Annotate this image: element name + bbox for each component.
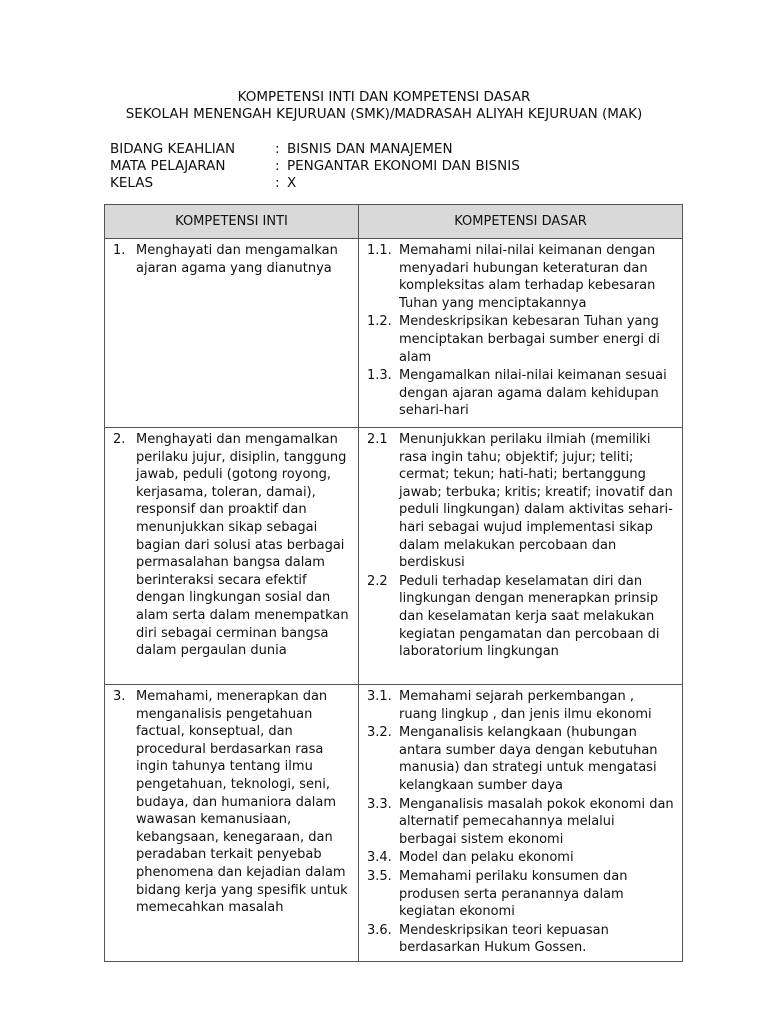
kd-number: 3.3. (367, 796, 392, 812)
kd-item (367, 724, 676, 794)
kd-number: 1.1. (367, 243, 392, 258)
meta-key: MATA PELAJARAN (110, 158, 226, 174)
meta-colon: : (275, 158, 280, 174)
competency-table (104, 204, 683, 962)
kd-number: 3.6. (367, 922, 392, 938)
kd-cell (359, 428, 683, 685)
ki-cell (105, 239, 359, 428)
ki-number: 2. (113, 432, 126, 447)
kd-text: Memahami perilaku konsumen dan produsen serta peranannya dalam kegiatan ekonomi (399, 868, 628, 920)
table-row (105, 685, 683, 962)
kd-number: 1.2. (367, 314, 392, 330)
ki-item (113, 242, 352, 277)
header-kompetensi-dasar: KOMPETENSI DASAR (359, 205, 683, 239)
kd-text: Menunjukkan perilaku ilmiah (memiliki rasa ingin tahu; objektif; jujur; teliti; cermat; tekun; hati-hati; bertanggung jawab; terbuka; kritis; kreatif; inovatif dan peduli lingkungan) dalam aktivitas sehari-hari sebagai wujud implementasi sikap dalam melakukan percobaan dan berdiskusi (399, 432, 673, 571)
meta-row-bidang-keahlian (110, 141, 520, 158)
kd-item (367, 573, 676, 661)
header-kompetensi-inti: KOMPETENSI INTI (105, 205, 359, 239)
kd-text: Memahami sejarah perkembangan , ruang lingkup , dan jenis ilmu ekonomi (399, 689, 652, 722)
table-row (105, 428, 683, 685)
kd-item (367, 242, 676, 312)
meta-row-mata-pelajaran (110, 158, 520, 175)
kd-item (367, 868, 676, 921)
table-header-row (105, 205, 683, 239)
kd-number: 3.2. (367, 725, 392, 741)
kd-text: Memahami nilai-nilai keimanan dengan menyadari hubungan keteraturan dan kompleksitas alam terhadap kebesaran Tuhan yang menciptakannya (399, 243, 656, 311)
meta-key: KELAS (110, 175, 154, 191)
kd-item (367, 431, 676, 572)
kd-item (367, 922, 676, 957)
meta-colon: : (275, 175, 280, 191)
kd-item (367, 796, 676, 849)
ki-cell (105, 685, 359, 962)
ki-text: Menghayati dan mengamalkan ajaran agama yang dianutnya (136, 243, 338, 276)
meta-value: X (287, 175, 297, 191)
document-subtitle: SEKOLAH MENENGAH KEJURUAN (SMK)/MADRASAH ALIYAH KEJURUAN (MAK) (125, 106, 643, 122)
ki-item (113, 431, 352, 660)
ki-item (113, 688, 352, 917)
kd-number: 1.3. (367, 368, 392, 384)
table-row (105, 239, 683, 428)
meta-value: PENGANTAR EKONOMI DAN BISNIS (287, 158, 520, 174)
kd-text: Menganalisis kelangkaan (hubungan antara sumber daya dengan kebutuhan manusia) dan strategi untuk mengatasi kelangkaan sumber daya (399, 725, 658, 793)
kd-number: 3.1. (367, 689, 392, 704)
meta-row-kelas (110, 175, 520, 192)
ki-text: Menghayati dan mengamalkan perilaku jujur, disiplin, tanggung jawab, peduli (gotong royong, kerjasama, toleran, damai), responsif dan proaktif dan menunjukkan sikap sebagai bagian dari solusi atas berbagai permasalahan bangsa dalam berinteraksi secara efektif dengan lingkungan sosial dan alam serta dalam menempatkan diri sebagai cerminan bangsa dalam pergaulan dunia (136, 432, 349, 659)
kd-cell (359, 685, 683, 962)
ki-text: Memahami, menerapkan dan menganalisis pengetahuan factual, konseptual, dan procedural berdasarkan rasa ingin tahunya tentang ilmu pengetahuan, teknologi, seni, budaya, dan humaniora dalam wawasan kemanusiaan, kebangsaan, kenegaraan, dan peradaban terkait penyebab phenomena dan kejadian dalam bidang kerja yang spesifik untuk memecahkan masalah (136, 689, 348, 916)
kd-text: Model dan pelaku ekonomi (399, 850, 574, 866)
kd-item (367, 849, 676, 867)
kd-number: 2.1 (367, 432, 388, 447)
kd-number: 3.4. (367, 850, 392, 866)
kd-text: Mengamalkan nilai-nilai keimanan sesuai dengan ajaran agama dalam kehidupan sehari-hari (399, 368, 667, 419)
kd-text: Menganalisis masalah pokok ekonomi dan alternatif pemecahannya melalui berbagai sistem ekonomi (399, 796, 674, 847)
kd-text: Mendeskripsikan teori kepuasan berdasarkan Hukum Gossen. (399, 922, 609, 956)
document-meta (110, 141, 520, 192)
kd-item (367, 367, 676, 420)
meta-value: BISNIS DAN MANAJEMEN (287, 141, 453, 157)
document-title: KOMPETENSI INTI DAN KOMPETENSI DASAR (237, 89, 531, 105)
kd-number: 3.5. (367, 868, 392, 884)
ki-number: 3. (113, 689, 126, 704)
ki-number: 1. (113, 243, 126, 258)
kd-number: 2.2 (367, 573, 388, 589)
meta-colon: : (275, 141, 280, 157)
kd-cell (359, 239, 683, 428)
kd-item (367, 688, 676, 723)
kd-text: Peduli terhadap keselamatan diri dan lingkungan dengan menerapkan prinsip dan keselamatan kerja saat melakukan kegiatan pengamatan dan percobaan di laboratorium lingkungan (399, 573, 660, 660)
kd-item (367, 313, 676, 366)
kd-text: Mendeskripsikan kebesaran Tuhan yang menciptakan berbagai sumber energi di alam (399, 314, 661, 365)
ki-cell (105, 428, 359, 685)
meta-key: BIDANG KEAHLIAN (110, 141, 236, 157)
